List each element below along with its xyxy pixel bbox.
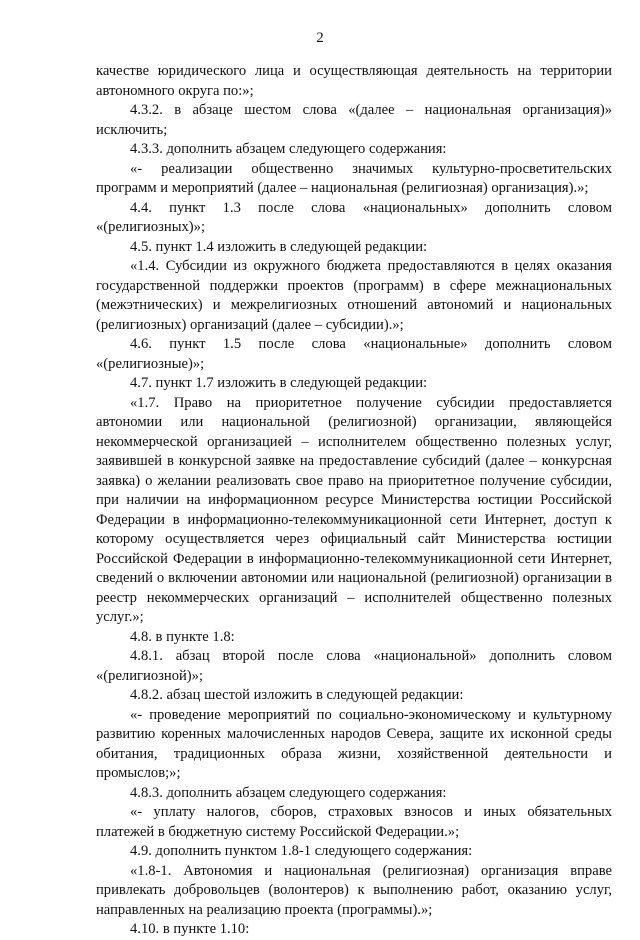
paragraph-quote-1-7: «1.7. Право на приоритетное получение субсидии предоставляется автономии или национальной (религиозной) организации, являющейся некоммерческой организацией – исполнителем общественно полезных услуг, заявившей в конкурсной заявке на предоставление субсидий (далее – конкурсная заявка) о желании реализовать свое право на приоритетное получение субсидии, при наличии на информационном ресурсе Министерства юстиции Российской Федерации в информационно-телекоммуникационной сети Интернет, доступ к которому осуществляется через официальный сайт Министерства юстиции Российской Федерации в информационно-телекоммуникационной сети Интернет, сведений о включении автономии или национальной (религиозной) организации в реестр некоммерческих организаций – исполнителей общественно полезных услуг.»; xyxy=(96,394,612,625)
paragraph-quote-activities: «- проведение мероприятий по социально-экономическому и культурному развитию коренных малочисленных народов Севера, защите их исконной среды обитания, традиционных образа жизни, хозяйственной деятельности и промыслов;»; xyxy=(96,706,612,781)
paragraph-4-7: 4.7. пункт 1.7 изложить в следующей редакции: xyxy=(130,375,428,391)
paragraph-4-8: 4.8. в пункте 1.8: xyxy=(130,628,235,645)
paragraph-4-8-2: 4.8.2. абзац шестой изложить в следующей редакции: xyxy=(130,687,464,703)
paragraph-4-3-2: 4.3.2. в абзаце шестом слова «(далее – национальная организация)» исключить; xyxy=(96,102,612,138)
paragraph-continuation: качестве юридического лица и осуществляющая деятельность на территории автономного округа по:»; xyxy=(96,63,612,99)
paragraph-4-10: 4.10. в пункте 1.10: xyxy=(130,921,250,937)
paragraph-quote-1-8-1: «1.8-1. Автономия и национальная (религиозная) организация вправе привлекать добровольцев (волонтеров) к выполнению работ, оказанию услуг, направленных на реализацию проекта (программы).»; xyxy=(96,862,612,918)
paragraph-4-8-1: 4.8.1. абзац второй после слова «национальной» дополнить словом «(религиозной)»; xyxy=(96,648,612,684)
paragraph-4-6: 4.6. пункт 1.5 после слова «национальные» дополнить словом «(религиозные)»; xyxy=(96,336,612,372)
paragraph-4-5: 4.5. пункт 1.4 изложить в следующей редакции: xyxy=(130,238,428,255)
paragraph-4-4: 4.4. пункт 1.3 после слова «национальных» дополнить словом «(религиозных)»; xyxy=(96,199,612,235)
paragraph-quote-programs: «- реализации общественно значимых культурно-просветительских программ и мероприятий (далее – национальная (религиозная) организация).»; xyxy=(96,160,612,196)
page-number: 2 xyxy=(316,30,324,46)
paragraph-4-9: 4.9. дополнить пунктом 1.8-1 следующего содержания: xyxy=(130,843,473,859)
paragraph-quote-1-4: «1.4. Субсидии из окружного бюджета предоставляются в целях оказания государственной поддержки проектов (программ) в сфере межнациональных (межэтнических) и межрелигиозных отношений автономий и национальных (религиозных) организаций (далее – субсидии).»; xyxy=(96,258,612,333)
paragraph-4-8-3: 4.8.3. дополнить абзацем следующего содержания: xyxy=(130,784,447,801)
paragraph-quote-taxes: «- уплату налогов, сборов, страховых взносов и иных обязательных платежей в бюджетную систему Российской Федерации.»; xyxy=(96,804,612,840)
paragraph-4-3-3: 4.3.3. дополнить абзацем следующего содержания: xyxy=(130,141,447,157)
document-body xyxy=(96,62,612,940)
